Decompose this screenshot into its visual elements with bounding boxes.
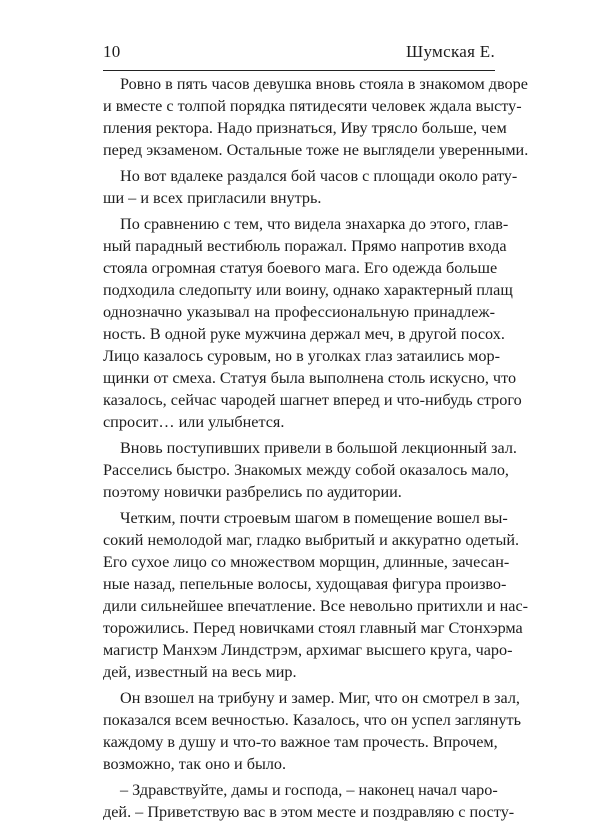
text-line: Его сухое лицо со множеством морщин, длинные, зачесан-: [103, 553, 510, 571]
text-line: показался всем вечностью. Казалось, что он успел заглянуть: [103, 711, 521, 729]
text-line: перед экзаменом. Остальные тоже не выглядели уверенными.: [103, 141, 529, 159]
text-line: дей, известный на весь мир.: [103, 663, 297, 681]
text-line: магистр Манхэм Линдстрэм, архимаг высшего круга, чаро-: [103, 641, 513, 659]
text-line: щинки от смеха. Статуя была выполнена столь искусно, что: [103, 369, 517, 387]
paragraph: [103, 507, 529, 683]
page-header: [103, 40, 495, 71]
text-line: ность. В одной руке мужчина держал меч, в другой посох.: [103, 325, 505, 343]
text-line: Расселись быстро. Знакомых между собой оказалось мало,: [103, 461, 509, 479]
text-line: ши – и всех пригласили внутрь.: [103, 189, 322, 207]
paragraph: [103, 437, 517, 503]
text-line: стояла огромная статуя боевого мага. Его одежда больше: [103, 259, 498, 277]
text-line: ный парадный вестибюль поражал. Прямо напротив входа: [103, 237, 507, 255]
paragraph: [103, 213, 522, 433]
text-line: возможно, так оно и было.: [103, 755, 287, 773]
text-line: однозначно указывал на профессиональную принадлеж-: [103, 303, 495, 321]
text-line: торожились. Перед новичками стоял главный маг Стонхэрма: [103, 619, 523, 637]
text-line: поэтому новички разбрелись по аудитории.: [103, 483, 402, 501]
text-line: Он взошел на трибуну и замер. Миг, что он смотрел в зал,: [120, 689, 520, 707]
text-line: пления ректора. Надо признаться, Иву трясло больше, чем: [103, 119, 507, 137]
text-line: сокий немолодой маг, гладко выбритый и аккуратно одетый.: [103, 531, 520, 549]
text-line: ные назад, пепельные волосы, худощавая фигура произво-: [103, 575, 507, 593]
text-line: спросит… или улыбнется.: [103, 413, 285, 431]
paragraph: [103, 165, 518, 209]
text-line: дей. – Приветствую вас в этом месте и поздравляю с посту-: [103, 803, 515, 821]
paragraph: [103, 73, 529, 161]
paragraph: [103, 779, 515, 823]
page-number: 10: [103, 42, 121, 61]
text-line: Ровно в пять часов девушка вновь стояла в знакомом дворе: [120, 75, 528, 93]
text-line: дили сильнейшее впечатление. Все невольно притихли и нас-: [103, 597, 529, 615]
text-line: Вновь поступивших привели в большой лекционный зал.: [120, 439, 517, 457]
text-line: каждому в душу и что-то важное там прочесть. Впрочем,: [103, 733, 498, 751]
running-head-author: Шумская Е.: [406, 42, 495, 61]
text-line: казалось, сейчас чародей шагнет вперед и что-нибудь строго: [103, 391, 522, 409]
text-line: По сравнению с тем, что видела знахарка до этого, глав-: [120, 215, 509, 233]
text-line: Четким, почти строевым шагом в помещение вошел вы-: [120, 509, 508, 527]
text-line: Но вот вдалеке раздался бой часов с площади около рату-: [120, 167, 518, 185]
text-line: и вместе с толпой порядка пятидесяти человек ждала высту-: [103, 97, 522, 115]
text-line: подходила следопыту или воину, однако характерный плащ: [103, 281, 513, 299]
text-line: – Здравствуйте, дамы и господа, – наконец начал чаро-: [120, 781, 498, 799]
body-text: [103, 73, 529, 823]
paragraph: [103, 687, 521, 775]
text-line: Лицо казалось суровым, но в уголках глаз затаились мор-: [103, 347, 500, 365]
